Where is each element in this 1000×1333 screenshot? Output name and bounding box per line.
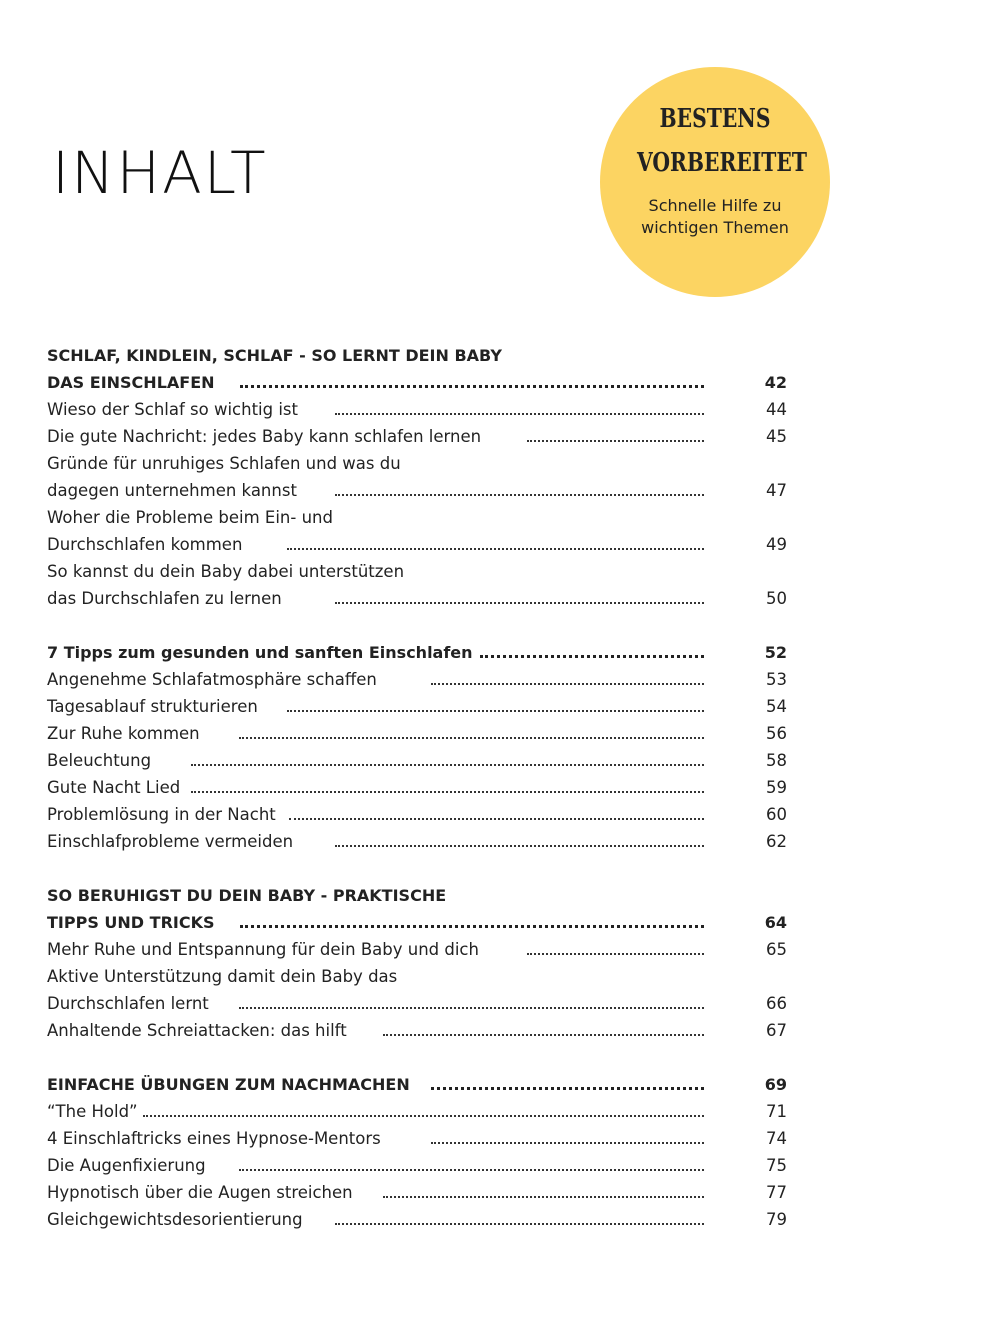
dot-leader	[527, 440, 704, 442]
toc-entry[interactable]	[47, 1179, 807, 1206]
toc-page-number: 79	[766, 1210, 787, 1229]
toc-entry-label: Woher die Probleme beim Ein- und	[47, 508, 333, 527]
toc-entry[interactable]	[47, 1125, 807, 1152]
dot-leader	[335, 413, 704, 415]
dot-leader	[480, 655, 704, 658]
toc-entry[interactable]	[47, 396, 807, 423]
toc-page-number: 44	[766, 400, 787, 419]
toc-entry-label: “The Hold”	[47, 1102, 138, 1121]
toc-section-title: EINFACHE ÜBUNGEN ZUM NACHMACHEN	[47, 1075, 410, 1094]
badge-headline: BESTENS VORBEREITET	[637, 104, 807, 178]
toc-section-title: SO BERUHIGST DU DEIN BABY - PRAKTISCHE	[47, 886, 447, 905]
toc-page-number: 77	[766, 1183, 787, 1202]
toc-entry-label: Durchschlafen kommen	[47, 535, 243, 554]
toc-entry-label: Hypnotisch über die Augen streichen	[47, 1183, 353, 1202]
toc-page-number: 54	[766, 697, 787, 716]
toc-entry-line[interactable]	[47, 450, 807, 477]
toc-page-number: 58	[766, 751, 787, 770]
toc-entry-line[interactable]	[47, 504, 807, 531]
toc-entry-label: Problemlösung in der Nacht	[47, 805, 276, 824]
toc-page-number: 66	[766, 994, 787, 1013]
toc-entry-label: Einschlafprobleme vermeiden	[47, 832, 294, 851]
dot-leader	[431, 683, 704, 685]
toc-page-number: 67	[766, 1021, 787, 1040]
toc-page-number: 60	[766, 805, 787, 824]
toc-entry-label: Durchschlafen lernt	[47, 994, 209, 1013]
toc-page-number: 75	[766, 1156, 787, 1175]
toc-section-title: SCHLAF, KINDLEIN, SCHLAF - SO LERNT DEIN BABY	[47, 346, 502, 365]
toc-entry[interactable]	[47, 828, 807, 855]
toc-entry-label: Die gute Nachricht: jedes Baby kann schlafen lernen	[47, 427, 482, 446]
toc-page-number: 52	[764, 643, 787, 662]
toc-page-number: 62	[766, 832, 787, 851]
toc-page-number: 56	[766, 724, 787, 743]
toc-entry-label: Wieso der Schlaf so wichtig ist	[47, 400, 298, 419]
dot-leader	[335, 1223, 704, 1225]
toc-page-number: 74	[766, 1129, 787, 1148]
dot-leader	[240, 925, 704, 928]
toc-page-number: 45	[766, 427, 787, 446]
toc-page-number: 49	[766, 535, 787, 554]
toc-section-heading[interactable]	[47, 342, 807, 369]
toc-entry-label: Zur Ruhe kommen	[47, 724, 200, 743]
dot-leader	[191, 764, 704, 766]
toc-entry[interactable]	[47, 585, 807, 612]
dot-leader	[383, 1196, 704, 1198]
toc-page-number: 69	[764, 1075, 787, 1094]
dot-leader	[239, 1169, 704, 1171]
dot-leader	[287, 710, 704, 712]
toc-entry[interactable]	[47, 1098, 807, 1125]
toc-entry[interactable]	[47, 1206, 807, 1233]
toc-entry-line[interactable]	[47, 558, 807, 585]
table-of-contents	[47, 342, 807, 1233]
toc-page-number: 59	[766, 778, 787, 797]
toc-section-title: DAS EINSCHLAFEN	[47, 373, 215, 392]
toc-entry-label: Anhaltende Schreiattacken: das hilft	[47, 1021, 347, 1040]
toc-entry[interactable]	[47, 477, 807, 504]
dot-leader	[335, 602, 704, 604]
dot-leader	[191, 791, 704, 793]
dot-leader	[431, 1087, 704, 1090]
toc-section-heading[interactable]	[47, 1071, 807, 1098]
toc-entry-label: Tagesablauf strukturieren	[47, 697, 258, 716]
toc-entry[interactable]	[47, 720, 807, 747]
toc-page-number: 53	[766, 670, 787, 689]
section-gap	[47, 1044, 807, 1071]
toc-entry-label: Gründe für unruhiges Schlafen und was du	[47, 454, 401, 473]
toc-page-number: 64	[764, 913, 787, 932]
toc-entry-label: Beleuchtung	[47, 751, 152, 770]
toc-section-title: 7 Tipps zum gesunden und sanften Einschlafen	[47, 643, 473, 662]
badge-subtitle: Schnelle Hilfe zu wichtigen Themen	[641, 196, 789, 237]
toc-page-number: 47	[766, 481, 787, 500]
toc-entry-line[interactable]	[47, 963, 807, 990]
toc-entry-label: Angenehme Schlafatmosphäre schaffen	[47, 670, 377, 689]
toc-section-title: TIPPS UND TRICKS	[47, 913, 215, 932]
toc-entry-label: Aktive Unterstützung damit dein Baby das	[47, 967, 398, 986]
toc-entry[interactable]	[47, 936, 807, 963]
dot-leader	[240, 385, 704, 388]
toc-entry-label: Mehr Ruhe und Entspannung für dein Baby und dich	[47, 940, 479, 959]
toc-entry[interactable]	[47, 990, 807, 1017]
toc-entry-label: dagegen unternehmen kannst	[47, 481, 297, 500]
toc-section-heading[interactable]	[47, 882, 807, 909]
page-title: INHALT	[52, 139, 268, 207]
toc-entry-label: Die Augenfixierung	[47, 1156, 206, 1175]
toc-page-number: 65	[766, 940, 787, 959]
toc-entry[interactable]	[47, 774, 807, 801]
toc-entry[interactable]	[47, 1152, 807, 1179]
dot-leader	[527, 953, 704, 955]
toc-page-number: 71	[766, 1102, 787, 1121]
dot-leader	[289, 818, 704, 820]
dot-leader	[335, 494, 704, 496]
dot-leader	[239, 1007, 704, 1009]
toc-page-number: 50	[766, 589, 787, 608]
section-gap	[47, 855, 807, 882]
toc-entry[interactable]	[47, 1017, 807, 1044]
toc-entry-label: 4 Einschlaftricks eines Hypnose-Mentors	[47, 1129, 381, 1148]
toc-entry[interactable]	[47, 423, 807, 450]
toc-entry-label: Gute Nacht Lied	[47, 778, 181, 797]
toc-entry[interactable]	[47, 801, 807, 828]
toc-section-heading[interactable]	[47, 639, 807, 666]
toc-entry-label: So kannst du dein Baby dabei unterstützen	[47, 562, 405, 581]
dot-leader	[239, 737, 704, 739]
dot-leader	[431, 1142, 704, 1144]
toc-entry[interactable]	[47, 531, 807, 558]
dot-leader	[383, 1034, 704, 1036]
toc-entry-label: das Durchschlafen zu lernen	[47, 589, 282, 608]
section-gap	[47, 612, 807, 639]
toc-page-number: 42	[764, 373, 787, 392]
toc-entry[interactable]	[47, 693, 807, 720]
toc-entry-label: Gleichgewichtsdesorientierung	[47, 1210, 303, 1229]
toc-entry[interactable]	[47, 666, 807, 693]
dot-leader	[335, 845, 704, 847]
toc-entry[interactable]	[47, 747, 807, 774]
toc-section-heading[interactable]	[47, 909, 807, 936]
dot-leader	[143, 1115, 704, 1117]
toc-section-heading[interactable]	[47, 369, 807, 396]
dot-leader	[287, 548, 704, 550]
info-badge	[600, 67, 830, 297]
